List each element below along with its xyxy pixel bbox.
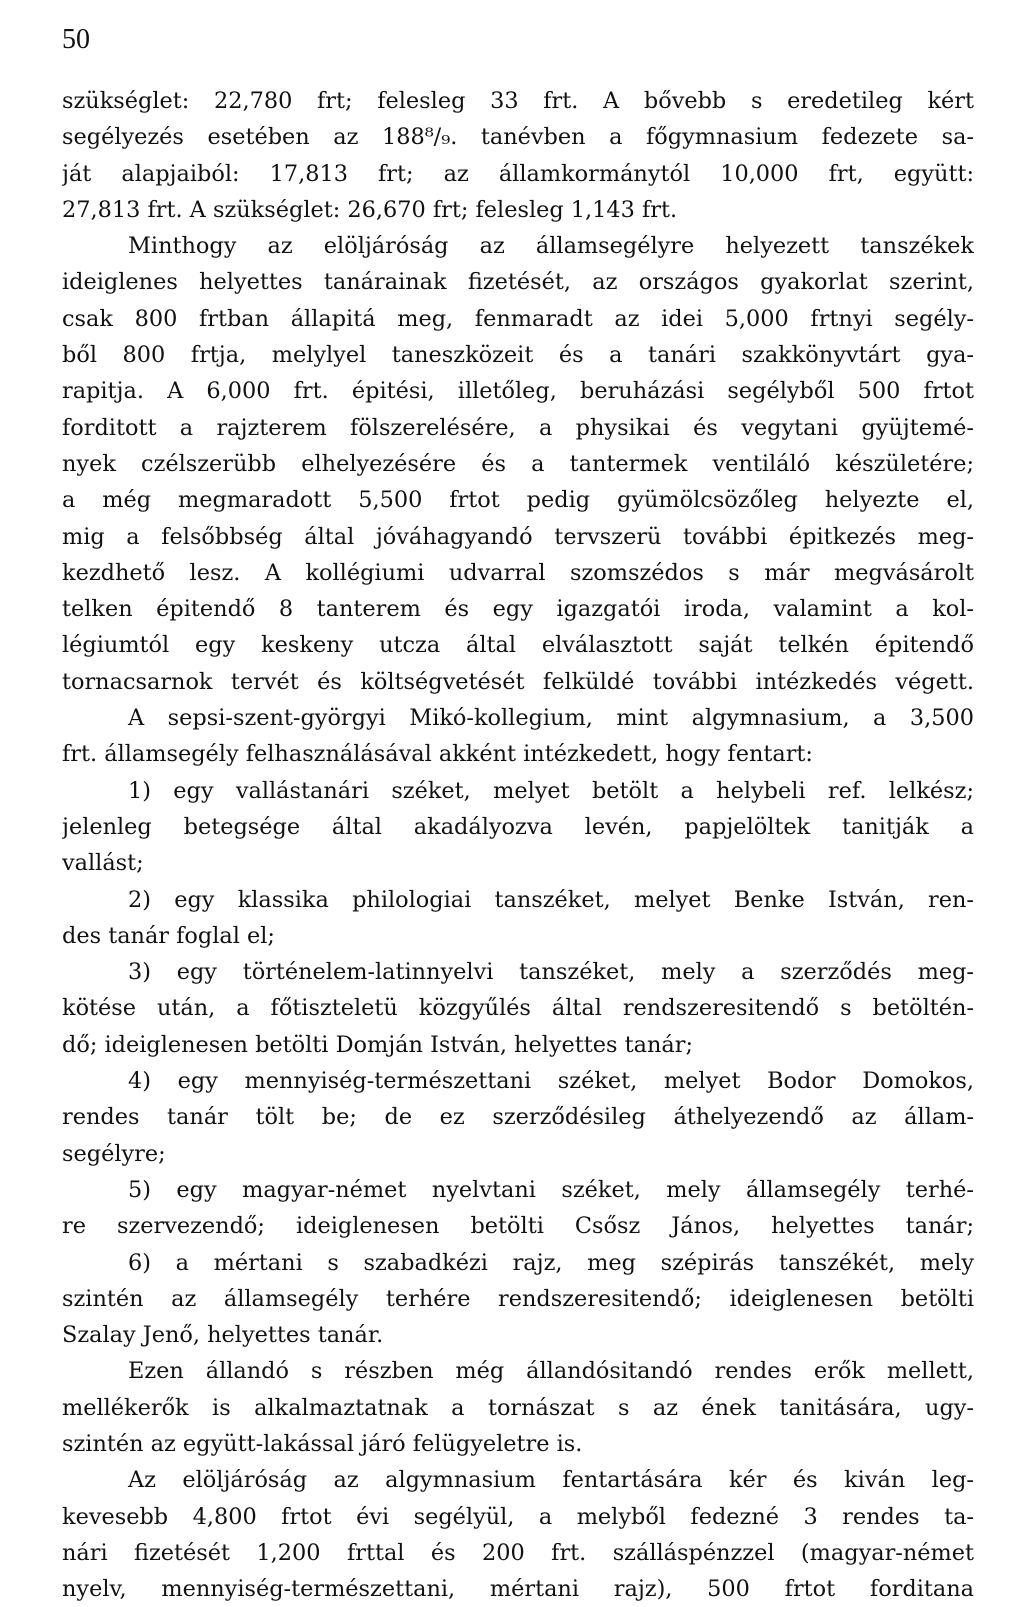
text-line: tornacsarnok tervét és költségvetését felküldé további intézkedés végett. — [62, 668, 974, 695]
text-line: mellékerők is alkalmaztatnak a tornászat s az ének tanitására, ugy- — [62, 1394, 974, 1421]
text-line: 5) egy magyar-német nyelvtani széket, mely államsegély terhé- — [128, 1176, 974, 1203]
text-line: 3) egy történelem-latinnyelvi tanszéket, mely a szerződés meg- — [128, 959, 974, 986]
text-line: kevesebb 4,800 frtot évi segélyül, a melyből fedezné 3 rendes ta- — [62, 1503, 974, 1530]
text-line: szükséglet: 22,780 frt; felesleg 33 frt. A bővebb s eredetileg kért — [62, 88, 974, 114]
text-line: 6) a mértani s szabadkézi rajz, meg szépirás tanszékét, mely — [128, 1249, 974, 1276]
page-body-text — [62, 83, 974, 1607]
text-line: forditott a rajzterem fölszerelésére, a physikai és vegytani gyüjtemé- — [62, 414, 974, 441]
text-line: ből 800 frtja, melylyel taneszközeit és a tanári szakkönyvtárt gya- — [62, 342, 974, 369]
text-line: kötése után, a főtiszteletü közgyűlés által rendszeresitendő s betöltén- — [62, 995, 974, 1022]
text-line: légiumtól egy keskeny utcza által elválasztott saját telkén épitendő — [62, 632, 974, 659]
text-line: szintén az államsegély terhére rendszeresitendő; ideiglenesen betölti — [62, 1285, 974, 1312]
text-line: ját alapjaiból: 17,813 frt; az államkormánytól 10,000 frt, együtt: — [62, 160, 974, 187]
text-line: Minthogy az elöljáróság az államsegélyre helyezett tanszékek — [128, 233, 974, 260]
text-line: a még megmaradott 5,500 frtot pedig gyümölcsözőleg helyezte el, — [62, 487, 974, 514]
text-line: 1) egy vallástanári széket, melyet betölt a helybeli ref. lelkész; — [128, 777, 974, 804]
page-number: 50 — [62, 24, 90, 55]
text-line: Az elöljáróság az algymnasium fentartására kér és kiván leg- — [128, 1467, 974, 1494]
text-line: segélyre; — [62, 1140, 166, 1167]
text-line: vallást; — [62, 850, 144, 877]
text-line: csak 800 frtban állapitá meg, fenmaradt az idei 5,000 frtnyi segély- — [62, 305, 974, 332]
text-line: mig a felsőbbség által jóváhagyandó tervszerü további épitkezés meg- — [62, 523, 974, 550]
text-line: nári fizetését 1,200 frttal és 200 frt. szálláspénzzel (magyar-német — [62, 1539, 974, 1566]
text-line: kezdhető lesz. A kollégiumi udvarral szomszédos s már megvásárolt — [62, 559, 974, 586]
text-line: 27,813 frt. A szükséglet: 26,670 frt; felesleg 1,143 frt. — [62, 196, 678, 223]
text-line: ideiglenes helyettes tanárainak fizetését, az országos gyakorlat szerint, — [62, 269, 974, 296]
text-line: rapitja. A 6,000 frt. épitési, illetőleg, beruházási segélyből 500 frtot — [62, 378, 974, 405]
text-line: telken épitendő 8 tanterem és egy igazgatói iroda, valamint a kol- — [62, 596, 974, 623]
text-line: 4) egy mennyiség-természettani széket, melyet Bodor Domokos, — [128, 1068, 974, 1095]
text-line: des tanár foglal el; — [62, 922, 275, 949]
text-line: jelenleg betegsége által akadályozva levén, papjelöltek tanitják a — [62, 813, 974, 840]
text-line: nyelv, mennyiség-természettani, mértani rajz), 500 frtot forditana — [62, 1576, 974, 1603]
text-line: Ezen állandó s részben még állandósitandó rendes erők mellett, — [128, 1358, 974, 1385]
text-line: re szervezendő; ideiglenesen betölti Csősz János, helyettes tanár; — [62, 1213, 974, 1240]
text-line: Szalay Jenő, helyettes tanár. — [62, 1322, 384, 1349]
text-line: rendes tanár tölt be; de ez szerződésileg áthelyezendő az állam- — [62, 1104, 974, 1131]
text-line: nyek czélszerübb elhelyezésére és a tantermek ventiláló készületére; — [62, 450, 974, 477]
text-line: segélyezés esetében az 188⁸/₉. tanévben a főgymnasium fedezete sa- — [62, 124, 974, 151]
text-line: szintén az együtt-lakással járó felügyeletre is. — [62, 1430, 583, 1457]
text-line: 2) egy klassika philologiai tanszéket, melyet Benke István, ren- — [128, 886, 974, 913]
text-line: frt. államsegély felhasználásával akként intézkedett, hogy fentart: — [62, 741, 813, 768]
text-line: dő; ideiglenesen betölti Domján István, helyettes tanár; — [62, 1031, 694, 1058]
text-line: A sepsi-szent-györgyi Mikó-kollegium, mint algymnasium, a 3,500 — [128, 705, 974, 732]
